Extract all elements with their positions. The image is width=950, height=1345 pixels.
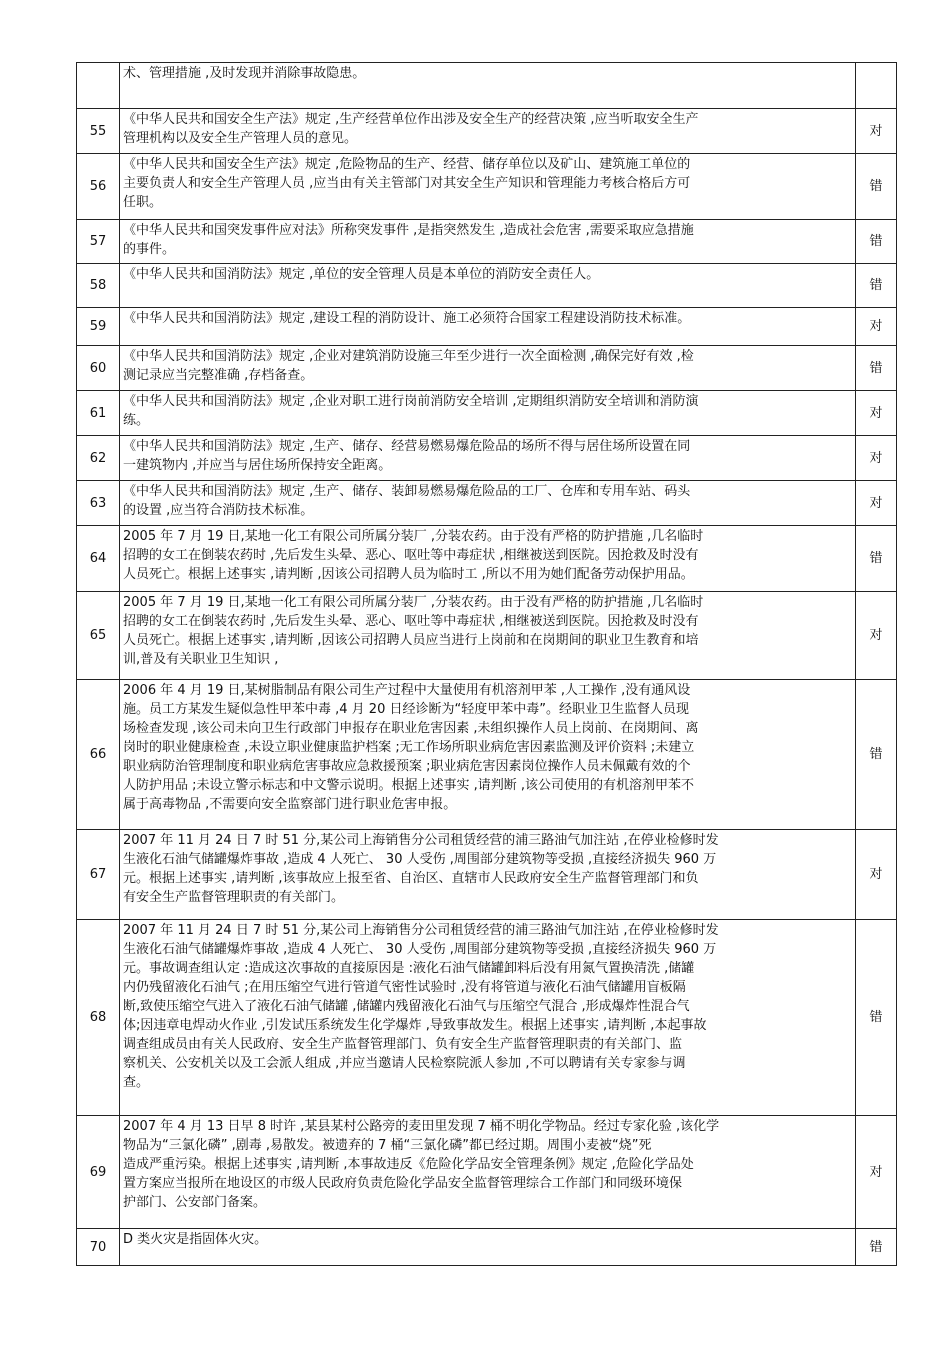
question-text-line: 察机关、公安机关以及工会派人组成 ,并应当邀请人民检察院派人参加 ,不可以聘请有关专家参与调 bbox=[123, 1056, 686, 1071]
question-number: 62 bbox=[77, 436, 120, 481]
question-text-line: 训,普及有关职业卫生知识 , bbox=[123, 652, 279, 667]
question-text bbox=[120, 220, 856, 264]
question-text-line: 练。 bbox=[123, 413, 150, 428]
answer-cell: 错 bbox=[856, 920, 897, 1116]
answer-cell: 错 bbox=[856, 346, 897, 391]
question-text-line: 岗时的职业健康检查 ,未设立职业健康监护档案 ;无工作场所职业病危害因素监测及评价资料 ;未建立 bbox=[123, 740, 695, 755]
question-text-line: 管理机构以及安全生产管理人员的意见。 bbox=[123, 131, 358, 146]
question-number: 60 bbox=[77, 346, 120, 391]
answer-cell: 对 bbox=[856, 830, 897, 920]
question-text bbox=[120, 436, 856, 481]
table-row bbox=[77, 220, 897, 264]
question-table bbox=[76, 62, 897, 1266]
question-text bbox=[120, 830, 856, 920]
question-text bbox=[120, 1229, 856, 1266]
question-number bbox=[77, 63, 120, 109]
answer-cell: 错 bbox=[856, 680, 897, 830]
question-text-line: 2006 年 4 月 19 日,某树脂制品有限公司生产过程中大量使用有机溶剂甲苯 ,人工操作 ,没有通风设 bbox=[123, 683, 691, 698]
question-number: 55 bbox=[77, 109, 120, 154]
question-text-line: 《中华人民共和国消防法》规定 ,建设工程的消防设计、施工必须符合国家工程建设消防技术标准。 bbox=[123, 311, 691, 326]
table-row bbox=[77, 526, 897, 592]
question-text bbox=[120, 346, 856, 391]
table-row bbox=[77, 920, 897, 1116]
question-text bbox=[120, 1116, 856, 1229]
table-row bbox=[77, 592, 897, 680]
question-text bbox=[120, 920, 856, 1116]
question-text-line: 《中华人民共和国突发事件应对法》所称突发事件 ,是指突然发生 ,造成社会危害 ,需要采取应急措施 bbox=[123, 223, 694, 238]
table-row bbox=[77, 680, 897, 830]
question-number: 63 bbox=[77, 481, 120, 526]
question-text-line: D 类火灾是指固体火灾。 bbox=[123, 1232, 268, 1247]
question-text bbox=[120, 391, 856, 436]
question-text-line: 查。 bbox=[123, 1075, 150, 1090]
question-text-line: 2007 年 11 月 24 日 7 时 51 分,某公司上海销售分公司租赁经营的浦三路油气加注站 ,在停业检修时发 bbox=[123, 923, 719, 938]
question-text-line: 《中华人民共和国消防法》规定 ,单位的安全管理人员是本单位的消防安全责任人。 bbox=[123, 267, 600, 282]
question-text-line: 生液化石油气储罐爆炸事故 ,造成 4 人死亡、 30 人受伤 ,周围部分建筑物等受损 ,直接经济损失 960 万 bbox=[123, 942, 717, 957]
question-text-line: 人防护用品 ;未设立警示标志和中文警示说明。根据上述事实 ,请判断 ,该公司使用的有机溶剂甲苯不 bbox=[123, 778, 695, 793]
answer-cell: 对 bbox=[856, 481, 897, 526]
answer-cell: 错 bbox=[856, 264, 897, 308]
table-row bbox=[77, 63, 897, 109]
question-text-line: 人员死亡。根据上述事实 ,请判断 ,因该公司招聘人员为临时工 ,所以不用为她们配备劳动保护用品。 bbox=[123, 567, 694, 582]
answer-cell: 错 bbox=[856, 154, 897, 220]
table-row bbox=[77, 1229, 897, 1266]
question-number: 56 bbox=[77, 154, 120, 220]
question-text-line: 元。根据上述事实 ,请判断 ,该事故应上报至省、自治区、直辖市人民政府安全生产监督管理部门和负 bbox=[123, 871, 699, 886]
question-text-line: 2005 年 7 月 19 日,某地一化工有限公司所属分装厂 ,分装农药。由于没有严格的防护措施 ,几名临时 bbox=[123, 595, 704, 610]
question-number: 66 bbox=[77, 680, 120, 830]
question-text-line: 体;因违章电焊动火作业 ,引发试压系统发生化学爆炸 ,导致事故发生。根据上述事实 ,请判断 ,本起事故 bbox=[123, 1018, 707, 1033]
table-row bbox=[77, 346, 897, 391]
table-row bbox=[77, 264, 897, 308]
question-number: 57 bbox=[77, 220, 120, 264]
question-text-line: 置方案应当报所在地设区的市级人民政府负责危险化学品安全监督管理综合工作部门和同级环境保 bbox=[123, 1176, 683, 1191]
question-number: 65 bbox=[77, 592, 120, 680]
question-text bbox=[120, 526, 856, 592]
table-row bbox=[77, 436, 897, 481]
question-text bbox=[120, 63, 856, 109]
question-text-line: 2007 年 11 月 24 日 7 时 51 分,某公司上海销售分公司租赁经营的浦三路油气加注站 ,在停业检修时发 bbox=[123, 833, 719, 848]
question-text-line: 主要负责人和安全生产管理人员 ,应当由有关主管部门对其安全生产知识和管理能力考核合格后方可 bbox=[123, 176, 691, 191]
answer-cell: 错 bbox=[856, 526, 897, 592]
question-text bbox=[120, 154, 856, 220]
question-text-line: 场检查发现 ,该公司未向卫生行政部门申报存在职业危害因素 ,未组织操作人员上岗前、在岗期间、离 bbox=[123, 721, 699, 736]
question-number: 68 bbox=[77, 920, 120, 1116]
answer-cell: 错 bbox=[856, 220, 897, 264]
question-text-line: 《中华人民共和国消防法》规定 ,生产、储存、经营易燃易爆危险品的场所不得与居住场所设置在同 bbox=[123, 439, 691, 454]
question-text-line: 人员死亡。根据上述事实 ,请判断 ,因该公司招聘人员应当进行上岗前和在岗期间的职业卫生教育和培 bbox=[123, 633, 699, 648]
question-text bbox=[120, 592, 856, 680]
question-text-line: 2007 年 4 月 13 日早 8 时许 ,某县某村公路旁的麦田里发现 7 桶不明化学物品。经过专家化验 ,该化学 bbox=[123, 1119, 720, 1134]
question-text-line: 任职。 bbox=[123, 195, 163, 210]
answer-cell: 对 bbox=[856, 592, 897, 680]
question-text-line: 《中华人民共和国安全生产法》规定 ,危险物品的生产、经营、储存单位以及矿山、建筑施工单位的 bbox=[123, 157, 691, 172]
question-text bbox=[120, 308, 856, 346]
question-text-line: 招聘的女工在倒装农药时 ,先后发生头晕、恶心、呕吐等中毒症状 ,相继被送到医院。因抢救及时没有 bbox=[123, 614, 699, 629]
question-text-line: 2005 年 7 月 19 日,某地一化工有限公司所属分装厂 ,分装农药。由于没有严格的防护措施 ,几名临时 bbox=[123, 529, 704, 544]
question-text bbox=[120, 264, 856, 308]
question-text-line: 《中华人民共和国安全生产法》规定 ,生产经营单位作出涉及安全生产的经营决策 ,应当听取安全生产 bbox=[123, 112, 699, 127]
question-text-line: 物品为“三氯化磷” ,剧毒 ,易散发。被遗弃的 7 桶“三氯化磷”都已经过期。周围小麦被“烧”死 bbox=[123, 1138, 652, 1153]
question-text-line: 术、管理措施 ,及时发现并消除事故隐患。 bbox=[123, 66, 366, 81]
question-number: 58 bbox=[77, 264, 120, 308]
question-text bbox=[120, 109, 856, 154]
question-text-line: 有安全生产监督管理职责的有关部门。 bbox=[123, 890, 345, 905]
question-text-line: 内仍残留液化石油气 ;在用压缩空气进行管道气密性试验时 ,没有将管道与液化石油气储罐用盲板隔 bbox=[123, 980, 686, 995]
question-text bbox=[120, 481, 856, 526]
table-row bbox=[77, 154, 897, 220]
question-text-line: 职业病防治管理制度和职业病危害事故应急救援预案 ;职业病危害因素岗位操作人员未佩戴有效的个 bbox=[123, 759, 691, 774]
answer-cell bbox=[856, 63, 897, 109]
question-text-line: 的设置 ,应当符合消防技术标准。 bbox=[123, 503, 314, 518]
question-text-line: 的事件。 bbox=[123, 242, 176, 257]
answer-cell: 对 bbox=[856, 308, 897, 346]
answer-cell: 对 bbox=[856, 109, 897, 154]
question-number: 69 bbox=[77, 1116, 120, 1229]
question-text-line: 护部门、公安部门备案。 bbox=[123, 1195, 267, 1210]
question-table-body bbox=[77, 63, 897, 1266]
question-text-line: 《中华人民共和国消防法》规定 ,生产、储存、装卸易燃易爆危险品的工厂、仓库和专用车站、码头 bbox=[123, 484, 691, 499]
question-text-line: 测记录应当完整准确 ,存档备查。 bbox=[123, 368, 314, 383]
question-text-line: 《中华人民共和国消防法》规定 ,企业对建筑消防设施三年至少进行一次全面检测 ,确保完好有效 ,检 bbox=[123, 349, 694, 364]
question-text-line: 生液化石油气储罐爆炸事故 ,造成 4 人死亡、 30 人受伤 ,周围部分建筑物等受损 ,直接经济损失 960 万 bbox=[123, 852, 717, 867]
question-text-line: 元。事故调查组认定 :造成这次事故的直接原因是 :液化石油气储罐卸料后没有用氮气置换清洗 ,储罐 bbox=[123, 961, 695, 976]
question-number: 59 bbox=[77, 308, 120, 346]
question-text-line: 施。员工方某发生疑似急性甲苯中毒 ,4 月 20 日经诊断为“轻度甲苯中毒”。经职业卫生监督人员现 bbox=[123, 702, 689, 717]
question-number: 70 bbox=[77, 1229, 120, 1266]
question-text-line: 《中华人民共和国消防法》规定 ,企业对职工进行岗前消防安全培训 ,定期组织消防安全培训和消防演 bbox=[123, 394, 699, 409]
question-text-line: 一建筑物内 ,并应当与居住场所保持安全距离。 bbox=[123, 458, 392, 473]
table-row bbox=[77, 391, 897, 436]
answer-cell: 对 bbox=[856, 436, 897, 481]
question-text-line: 造成严重污染。根据上述事实 ,请判断 ,本事故违反《危险化学品安全管理条例》规定 ,危险化学品处 bbox=[123, 1157, 694, 1172]
table-row bbox=[77, 1116, 897, 1229]
table-row bbox=[77, 481, 897, 526]
table-row bbox=[77, 109, 897, 154]
question-text-line: 招聘的女工在倒装农药时 ,先后发生头晕、恶心、呕吐等中毒症状 ,相继被送到医院。因抢救及时没有 bbox=[123, 548, 699, 563]
table-row bbox=[77, 830, 897, 920]
answer-cell: 对 bbox=[856, 391, 897, 436]
question-text-line: 断,致使压缩空气进入了液化石油气储罐 ,储罐内残留液化石油气与压缩空气混合 ,形成爆炸性混合气 bbox=[123, 999, 690, 1014]
question-text-line: 调查组成员由有关人民政府、安全生产监督管理部门、负有安全生产监督管理职责的有关部门、监 bbox=[123, 1037, 683, 1052]
answer-cell: 对 bbox=[856, 1116, 897, 1229]
question-text-line: 属于高毒物品 ,不需要向安全监察部门进行职业危害申报。 bbox=[123, 797, 457, 812]
answer-cell: 错 bbox=[856, 1229, 897, 1266]
question-number: 67 bbox=[77, 830, 120, 920]
table-row bbox=[77, 308, 897, 346]
question-text bbox=[120, 680, 856, 830]
question-number: 61 bbox=[77, 391, 120, 436]
question-number: 64 bbox=[77, 526, 120, 592]
